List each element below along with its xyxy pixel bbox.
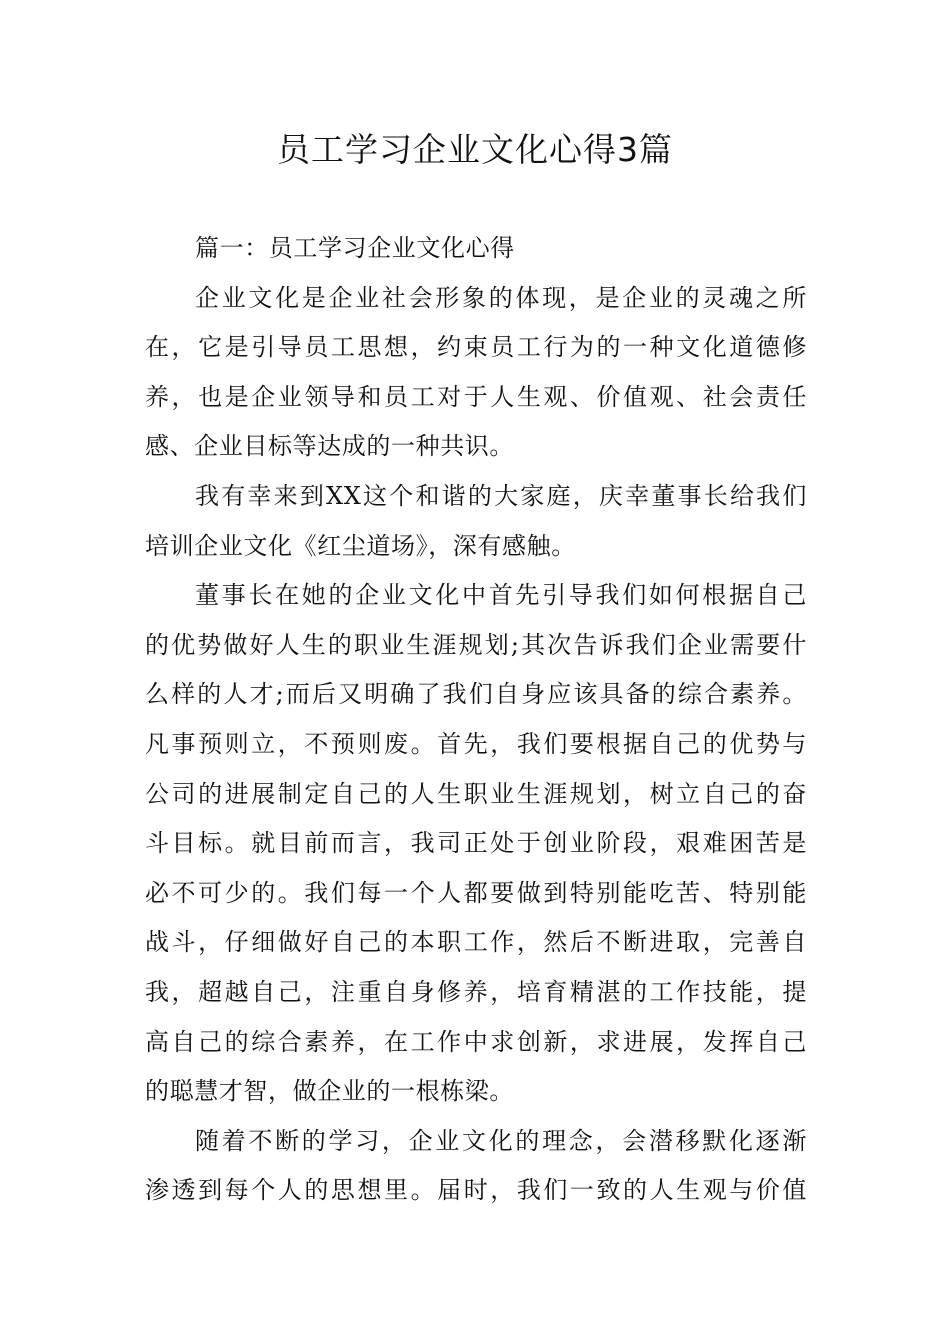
document-body (145, 224, 807, 1216)
text-line: 么样的人才;而后又明确了我们自身应该具备的综合素养。 (145, 680, 807, 709)
document-title: 员工学习企业文化心得3篇 (277, 130, 673, 169)
text-line: 在，它是引导员工思想，约束员工行为的一种文化道德修 (145, 333, 807, 362)
text-line: 我有幸来到XX这个和谐的大家庭，庆幸董事长给我们 (195, 481, 807, 510)
text-line: 的优势做好人生的职业生涯规划;其次告诉我们企业需要什 (145, 630, 807, 659)
text-line: 渗透到每个人的思想里。届时，我们一致的人生观与价值 (145, 1176, 807, 1205)
text-line: 的聪慧才智，做企业的一根栋梁。 (145, 1077, 514, 1106)
text-line: 董事长在她的企业文化中首先引导我们如何根据自己 (195, 581, 807, 610)
text-line: 必不可少的。我们每一个人都要做到特别能吃苦、特别能 (145, 878, 807, 907)
text-line: 我，超越自己，注重自身修养，培育精湛的工作技能，提 (145, 977, 807, 1006)
text-line: 感、企业目标等达成的一种共识。 (145, 432, 514, 461)
text-line: 养，也是企业领导和员工对于人生观、价值观、社会责任 (145, 382, 807, 411)
text-line: 企业文化是企业社会形象的体现，是企业的灵魂之所 (195, 283, 807, 312)
text-line: 公司的进展制定自己的人生职业生涯规划，树立自己的奋 (145, 779, 807, 808)
text-line: 战斗，仔细做好自己的本职工作，然后不断进取，完善自 (145, 928, 807, 957)
text-line: 高自己的综合素养，在工作中求创新，求进展，发挥自己 (145, 1027, 807, 1056)
text-line: 随着不断的学习，企业文化的理念，会潜移默化逐渐 (195, 1126, 807, 1155)
text-line: 斗目标。就目前而言，我司正处于创业阶段，艰难困苦是 (145, 829, 807, 858)
text-line: 凡事预则立，不预则废。首先，我们要根据自己的优势与 (145, 729, 807, 758)
text-line: 培训企业文化《红尘道场》，深有感触。 (145, 531, 576, 560)
text-line: 篇一：员工学习企业文化心得 (195, 234, 515, 262)
